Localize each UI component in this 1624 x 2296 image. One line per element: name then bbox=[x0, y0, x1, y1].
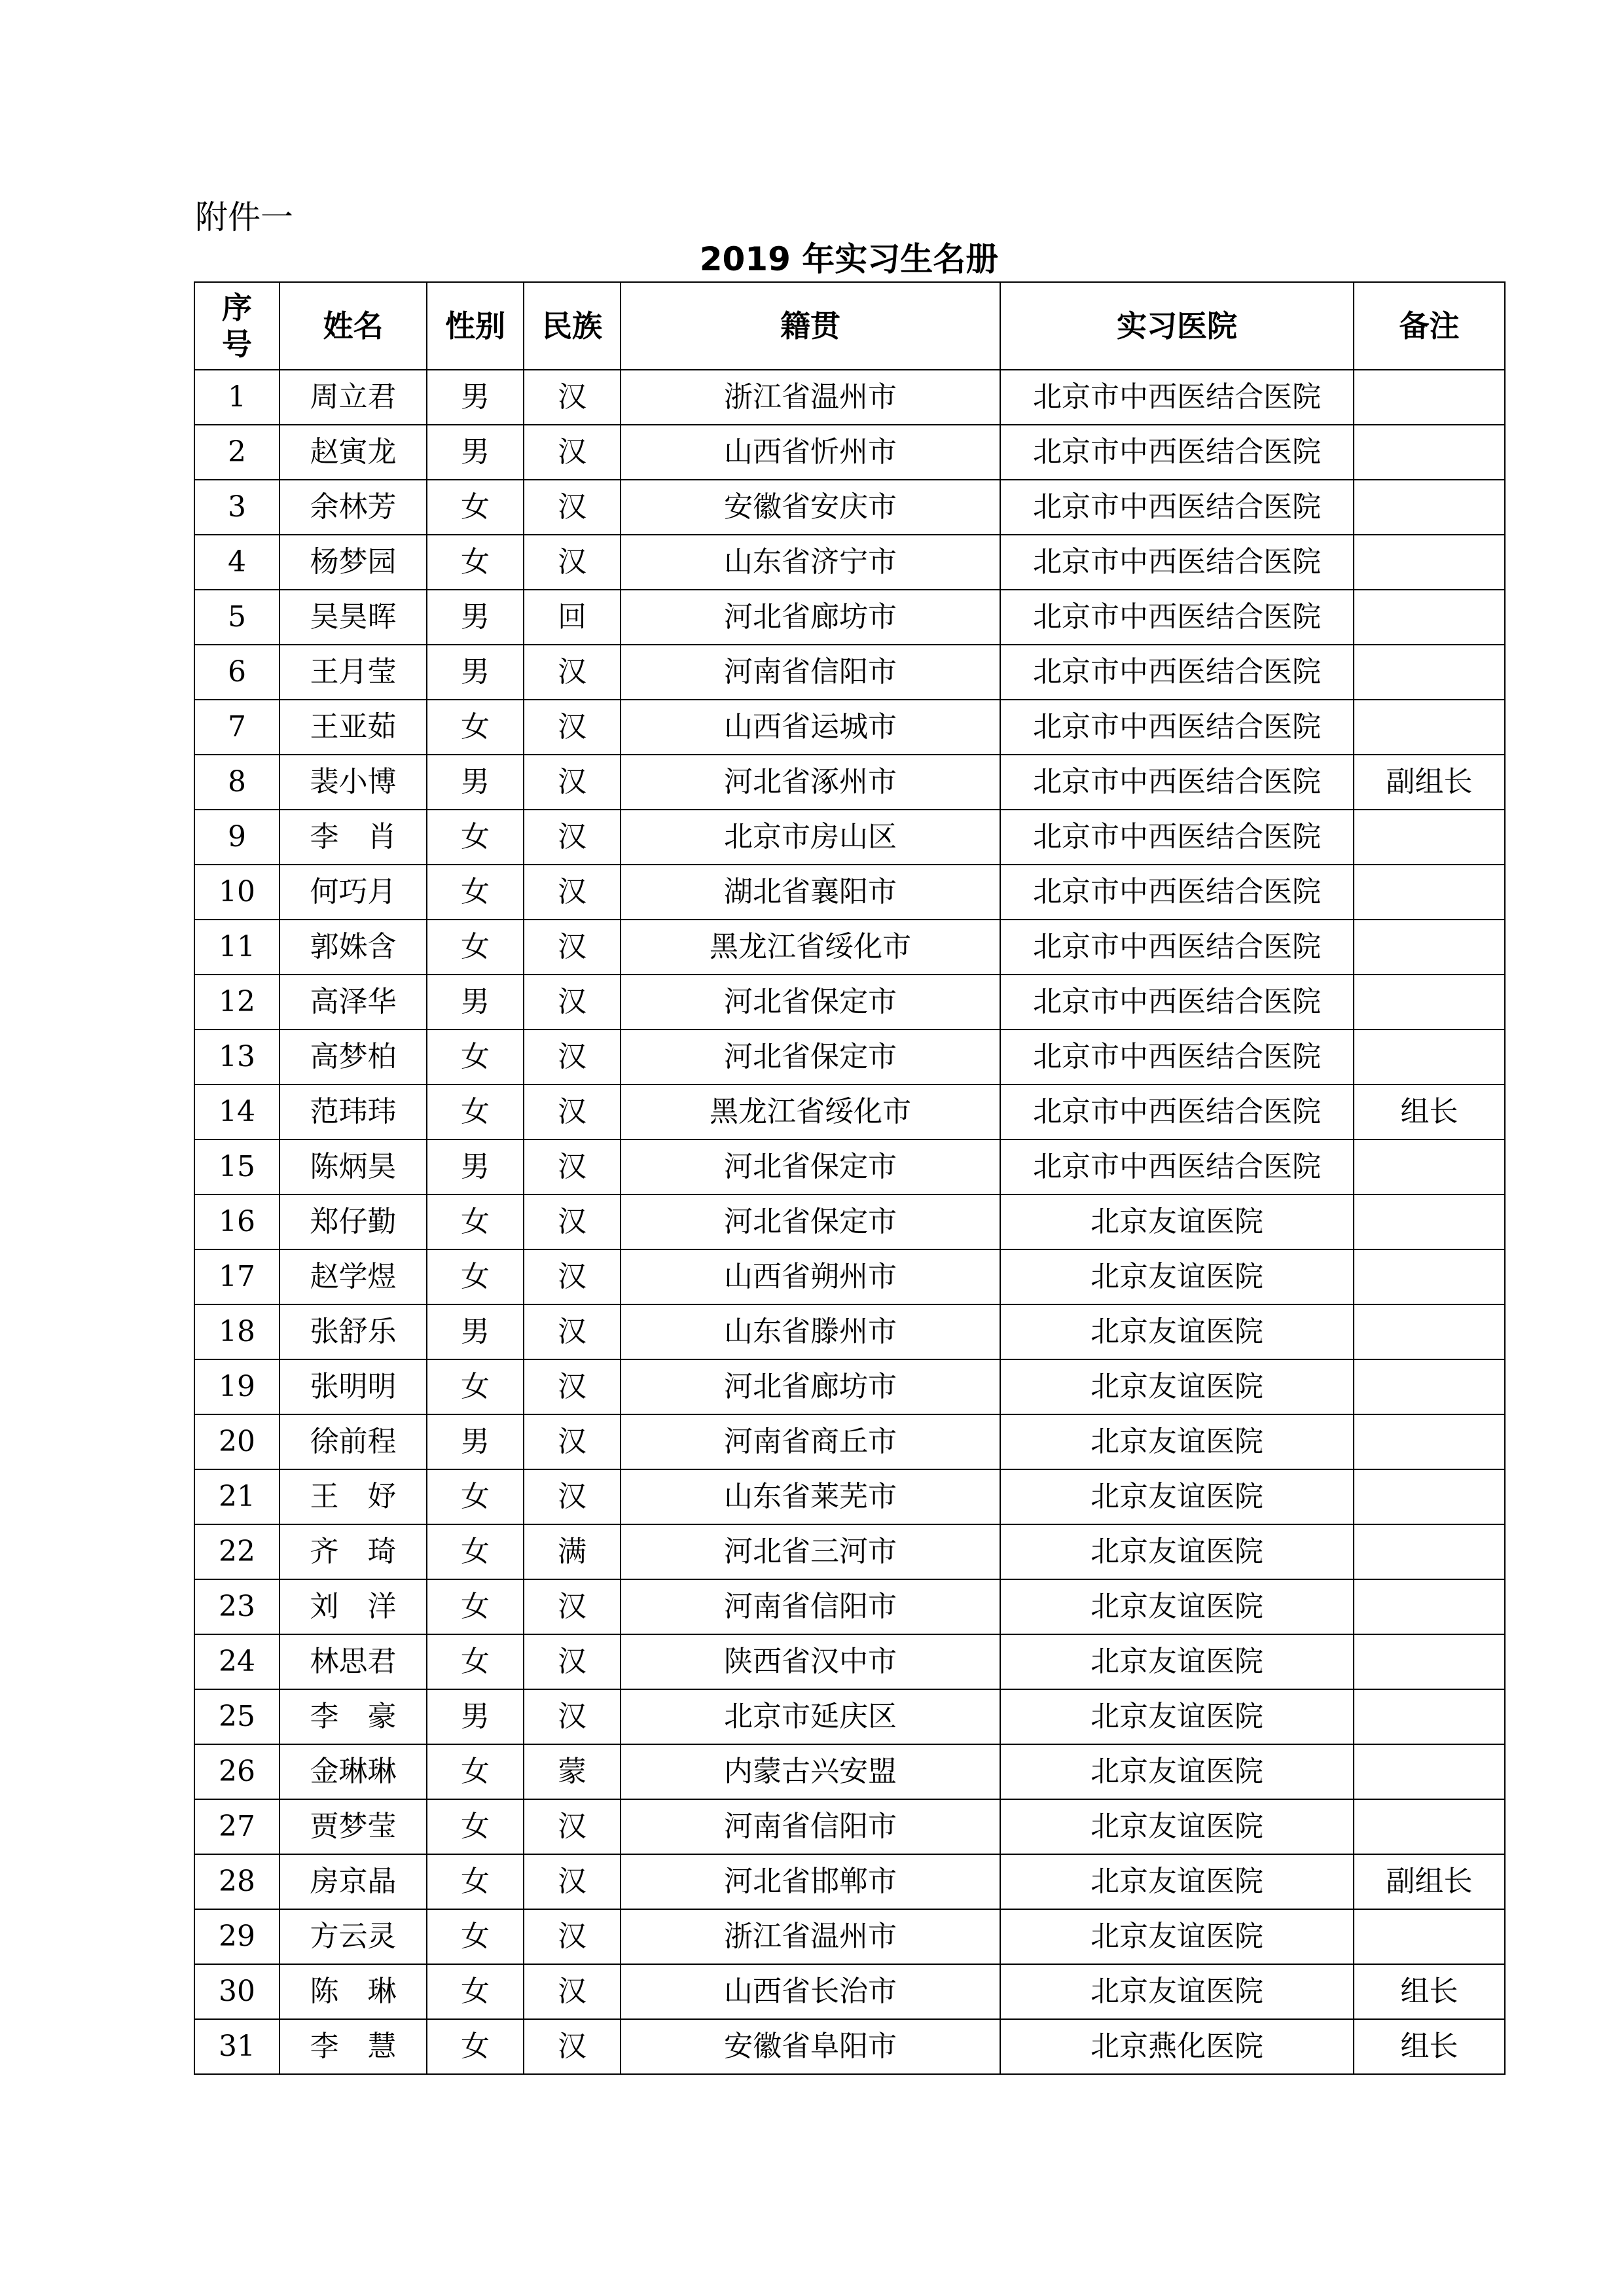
cell-no: 6 bbox=[194, 645, 280, 700]
cell-name: 吴昊晖 bbox=[280, 590, 427, 645]
cell-ethnicity: 汉 bbox=[524, 480, 621, 535]
cell-name: 杨梦园 bbox=[280, 535, 427, 590]
cell-gender: 女 bbox=[427, 810, 524, 865]
cell-hospital: 北京市中西医结合医院 bbox=[1000, 810, 1354, 865]
cell-ethnicity: 汉 bbox=[524, 645, 621, 700]
cell-no: 27 bbox=[194, 1799, 280, 1854]
cell-note bbox=[1354, 1524, 1505, 1579]
cell-name: 李 肖 bbox=[280, 810, 427, 865]
cell-name: 张明明 bbox=[280, 1359, 427, 1414]
cell-hospital: 北京友谊医院 bbox=[1000, 1304, 1354, 1359]
cell-origin: 河北省保定市 bbox=[621, 1139, 1000, 1194]
cell-hospital: 北京友谊医院 bbox=[1000, 1414, 1354, 1469]
table-row bbox=[194, 1414, 1505, 1469]
cell-origin: 河北省涿州市 bbox=[621, 755, 1000, 810]
table-row bbox=[194, 1249, 1505, 1304]
cell-origin: 湖北省襄阳市 bbox=[621, 865, 1000, 920]
cell-origin: 河北省保定市 bbox=[621, 975, 1000, 1030]
cell-hospital: 北京市中西医结合医院 bbox=[1000, 700, 1354, 755]
cell-no: 3 bbox=[194, 480, 280, 535]
header-ethnicity: 民族 bbox=[524, 282, 621, 370]
cell-origin: 山东省济宁市 bbox=[621, 535, 1000, 590]
cell-note bbox=[1354, 1579, 1505, 1634]
cell-name: 范玮玮 bbox=[280, 1085, 427, 1139]
cell-gender: 男 bbox=[427, 425, 524, 480]
cell-hospital: 北京市中西医结合医院 bbox=[1000, 1085, 1354, 1139]
cell-name: 陈 琳 bbox=[280, 1964, 427, 2019]
cell-origin: 河南省信阳市 bbox=[621, 645, 1000, 700]
table-row bbox=[194, 1909, 1505, 1964]
table-row bbox=[194, 1359, 1505, 1414]
cell-origin: 安徽省安庆市 bbox=[621, 480, 1000, 535]
table-row bbox=[194, 1854, 1505, 1909]
cell-origin: 安徽省阜阳市 bbox=[621, 2019, 1000, 2074]
table-row bbox=[194, 755, 1505, 810]
cell-gender: 女 bbox=[427, 920, 524, 975]
header-origin: 籍贯 bbox=[621, 282, 1000, 370]
cell-hospital: 北京市中西医结合医院 bbox=[1000, 920, 1354, 975]
cell-name: 李 慧 bbox=[280, 2019, 427, 2074]
cell-note bbox=[1354, 810, 1505, 865]
cell-note: 组长 bbox=[1354, 1085, 1505, 1139]
cell-origin: 河北省邯郸市 bbox=[621, 1854, 1000, 1909]
header-name: 姓名 bbox=[280, 282, 427, 370]
cell-no: 15 bbox=[194, 1139, 280, 1194]
cell-gender: 女 bbox=[427, 1579, 524, 1634]
cell-ethnicity: 汉 bbox=[524, 2019, 621, 2074]
cell-gender: 女 bbox=[427, 1909, 524, 1964]
cell-hospital: 北京市中西医结合医院 bbox=[1000, 1030, 1354, 1085]
table-row bbox=[194, 1139, 1505, 1194]
cell-ethnicity: 汉 bbox=[524, 920, 621, 975]
cell-note bbox=[1354, 1139, 1505, 1194]
cell-origin: 陕西省汉中市 bbox=[621, 1634, 1000, 1689]
cell-gender: 男 bbox=[427, 590, 524, 645]
cell-note bbox=[1354, 1909, 1505, 1964]
cell-name: 赵学煜 bbox=[280, 1249, 427, 1304]
cell-origin: 山东省滕州市 bbox=[621, 1304, 1000, 1359]
cell-hospital: 北京友谊医院 bbox=[1000, 1579, 1354, 1634]
cell-no: 8 bbox=[194, 755, 280, 810]
cell-origin: 河北省廊坊市 bbox=[621, 590, 1000, 645]
table-row bbox=[194, 1085, 1505, 1139]
table-body bbox=[194, 370, 1505, 2074]
cell-name: 张舒乐 bbox=[280, 1304, 427, 1359]
cell-origin: 河南省信阳市 bbox=[621, 1579, 1000, 1634]
cell-hospital: 北京友谊医院 bbox=[1000, 1194, 1354, 1249]
table-header-row bbox=[194, 282, 1505, 370]
cell-name: 裴小博 bbox=[280, 755, 427, 810]
cell-ethnicity: 汉 bbox=[524, 1964, 621, 2019]
cell-gender: 男 bbox=[427, 755, 524, 810]
cell-no: 29 bbox=[194, 1909, 280, 1964]
cell-no: 12 bbox=[194, 975, 280, 1030]
table-row bbox=[194, 1469, 1505, 1524]
cell-no: 2 bbox=[194, 425, 280, 480]
cell-origin: 内蒙古兴安盟 bbox=[621, 1744, 1000, 1799]
table-row bbox=[194, 645, 1505, 700]
cell-origin: 山西省运城市 bbox=[621, 700, 1000, 755]
cell-gender: 女 bbox=[427, 480, 524, 535]
cell-origin: 山西省长治市 bbox=[621, 1964, 1000, 2019]
cell-origin: 山西省朔州市 bbox=[621, 1249, 1000, 1304]
cell-origin: 北京市延庆区 bbox=[621, 1689, 1000, 1744]
header-hospital: 实习医院 bbox=[1000, 282, 1354, 370]
cell-name: 林思君 bbox=[280, 1634, 427, 1689]
cell-gender: 男 bbox=[427, 1689, 524, 1744]
cell-note bbox=[1354, 975, 1505, 1030]
cell-ethnicity: 汉 bbox=[524, 975, 621, 1030]
cell-no: 17 bbox=[194, 1249, 280, 1304]
cell-no: 22 bbox=[194, 1524, 280, 1579]
cell-ethnicity: 汉 bbox=[524, 1030, 621, 1085]
cell-hospital: 北京市中西医结合医院 bbox=[1000, 645, 1354, 700]
cell-gender: 女 bbox=[427, 2019, 524, 2074]
cell-hospital: 北京友谊医院 bbox=[1000, 1359, 1354, 1414]
cell-no: 28 bbox=[194, 1854, 280, 1909]
cell-hospital: 北京友谊医院 bbox=[1000, 1744, 1354, 1799]
cell-name: 金琳琳 bbox=[280, 1744, 427, 1799]
cell-note bbox=[1354, 1304, 1505, 1359]
cell-no: 19 bbox=[194, 1359, 280, 1414]
table-row bbox=[194, 810, 1505, 865]
cell-name: 王亚茹 bbox=[280, 700, 427, 755]
cell-gender: 男 bbox=[427, 370, 524, 425]
cell-name: 刘 洋 bbox=[280, 1579, 427, 1634]
cell-ethnicity: 汉 bbox=[524, 1249, 621, 1304]
cell-ethnicity: 汉 bbox=[524, 1854, 621, 1909]
cell-ethnicity: 汉 bbox=[524, 1359, 621, 1414]
page-title: 2019 年实习生名册 bbox=[699, 240, 999, 278]
cell-name: 高梦柏 bbox=[280, 1030, 427, 1085]
cell-no: 11 bbox=[194, 920, 280, 975]
cell-no: 25 bbox=[194, 1689, 280, 1744]
table-row bbox=[194, 1304, 1505, 1359]
header-gender: 性别 bbox=[427, 282, 524, 370]
cell-ethnicity: 汉 bbox=[524, 1194, 621, 1249]
cell-ethnicity: 汉 bbox=[524, 1414, 621, 1469]
cell-gender: 女 bbox=[427, 1634, 524, 1689]
cell-name: 何巧月 bbox=[280, 865, 427, 920]
cell-no: 30 bbox=[194, 1964, 280, 2019]
cell-name: 方云灵 bbox=[280, 1909, 427, 1964]
cell-note bbox=[1354, 865, 1505, 920]
cell-note bbox=[1354, 1249, 1505, 1304]
cell-gender: 女 bbox=[427, 1030, 524, 1085]
cell-no: 24 bbox=[194, 1634, 280, 1689]
cell-note bbox=[1354, 1469, 1505, 1524]
header-note: 备注 bbox=[1354, 282, 1505, 370]
cell-note bbox=[1354, 1744, 1505, 1799]
cell-no: 7 bbox=[194, 700, 280, 755]
header-no: 序 号 bbox=[194, 282, 280, 370]
cell-no: 13 bbox=[194, 1030, 280, 1085]
cell-no: 18 bbox=[194, 1304, 280, 1359]
cell-hospital: 北京市中西医结合医院 bbox=[1000, 370, 1354, 425]
cell-gender: 男 bbox=[427, 1414, 524, 1469]
cell-no: 9 bbox=[194, 810, 280, 865]
cell-ethnicity: 汉 bbox=[524, 1085, 621, 1139]
table-row bbox=[194, 1579, 1505, 1634]
cell-no: 10 bbox=[194, 865, 280, 920]
cell-ethnicity: 汉 bbox=[524, 1469, 621, 1524]
cell-note bbox=[1354, 370, 1505, 425]
cell-note: 组长 bbox=[1354, 2019, 1505, 2074]
cell-note bbox=[1354, 700, 1505, 755]
cell-gender: 女 bbox=[427, 700, 524, 755]
table-row bbox=[194, 865, 1505, 920]
cell-note bbox=[1354, 645, 1505, 700]
cell-gender: 女 bbox=[427, 1744, 524, 1799]
cell-gender: 男 bbox=[427, 645, 524, 700]
cell-name: 贾梦莹 bbox=[280, 1799, 427, 1854]
cell-ethnicity: 汉 bbox=[524, 1579, 621, 1634]
cell-ethnicity: 汉 bbox=[524, 1634, 621, 1689]
table-row bbox=[194, 1964, 1505, 2019]
cell-name: 郑仔勤 bbox=[280, 1194, 427, 1249]
table-row bbox=[194, 370, 1505, 425]
table-row bbox=[194, 480, 1505, 535]
cell-hospital: 北京市中西医结合医院 bbox=[1000, 865, 1354, 920]
cell-hospital: 北京友谊医院 bbox=[1000, 1469, 1354, 1524]
cell-gender: 女 bbox=[427, 1085, 524, 1139]
cell-hospital: 北京友谊医院 bbox=[1000, 1249, 1354, 1304]
cell-name: 周立君 bbox=[280, 370, 427, 425]
cell-ethnicity: 汉 bbox=[524, 425, 621, 480]
cell-gender: 男 bbox=[427, 975, 524, 1030]
cell-hospital: 北京市中西医结合医院 bbox=[1000, 975, 1354, 1030]
cell-note bbox=[1354, 1634, 1505, 1689]
cell-gender: 女 bbox=[427, 1799, 524, 1854]
cell-ethnicity: 满 bbox=[524, 1524, 621, 1579]
cell-origin: 黑龙江省绥化市 bbox=[621, 920, 1000, 975]
cell-hospital: 北京友谊医院 bbox=[1000, 1799, 1354, 1854]
cell-origin: 浙江省温州市 bbox=[621, 370, 1000, 425]
table-row bbox=[194, 975, 1505, 1030]
cell-hospital: 北京友谊医院 bbox=[1000, 1689, 1354, 1744]
cell-name: 李 豪 bbox=[280, 1689, 427, 1744]
cell-origin: 山西省忻州市 bbox=[621, 425, 1000, 480]
cell-origin: 北京市房山区 bbox=[621, 810, 1000, 865]
cell-gender: 女 bbox=[427, 865, 524, 920]
cell-note bbox=[1354, 1030, 1505, 1085]
table-row bbox=[194, 2019, 1505, 2074]
cell-no: 5 bbox=[194, 590, 280, 645]
table-row bbox=[194, 1744, 1505, 1799]
cell-gender: 女 bbox=[427, 1854, 524, 1909]
cell-origin: 河北省廊坊市 bbox=[621, 1359, 1000, 1414]
table-row bbox=[194, 1689, 1505, 1744]
cell-ethnicity: 汉 bbox=[524, 535, 621, 590]
cell-note bbox=[1354, 425, 1505, 480]
cell-note bbox=[1354, 1194, 1505, 1249]
cell-origin: 河南省商丘市 bbox=[621, 1414, 1000, 1469]
table-row bbox=[194, 535, 1505, 590]
cell-no: 1 bbox=[194, 370, 280, 425]
cell-origin: 河北省三河市 bbox=[621, 1524, 1000, 1579]
cell-note bbox=[1354, 1689, 1505, 1744]
cell-name: 高泽华 bbox=[280, 975, 427, 1030]
cell-name: 余林芳 bbox=[280, 480, 427, 535]
cell-note: 副组长 bbox=[1354, 755, 1505, 810]
cell-name: 陈炳昊 bbox=[280, 1139, 427, 1194]
cell-ethnicity: 汉 bbox=[524, 1139, 621, 1194]
cell-hospital: 北京燕化医院 bbox=[1000, 2019, 1354, 2074]
attachment-label: 附件一 bbox=[195, 198, 293, 236]
cell-ethnicity: 汉 bbox=[524, 1799, 621, 1854]
table-row bbox=[194, 1030, 1505, 1085]
cell-ethnicity: 汉 bbox=[524, 810, 621, 865]
cell-note bbox=[1354, 1414, 1505, 1469]
cell-hospital: 北京市中西医结合医院 bbox=[1000, 480, 1354, 535]
cell-name: 齐 琦 bbox=[280, 1524, 427, 1579]
cell-note bbox=[1354, 1359, 1505, 1414]
cell-ethnicity: 汉 bbox=[524, 1689, 621, 1744]
cell-name: 房京晶 bbox=[280, 1854, 427, 1909]
table-row bbox=[194, 920, 1505, 975]
table-row bbox=[194, 590, 1505, 645]
cell-hospital: 北京友谊医院 bbox=[1000, 1964, 1354, 2019]
cell-ethnicity: 回 bbox=[524, 590, 621, 645]
table-row bbox=[194, 425, 1505, 480]
cell-hospital: 北京友谊医院 bbox=[1000, 1854, 1354, 1909]
cell-origin: 河北省保定市 bbox=[621, 1194, 1000, 1249]
cell-no: 21 bbox=[194, 1469, 280, 1524]
cell-gender: 女 bbox=[427, 1964, 524, 2019]
cell-name: 郭姝含 bbox=[280, 920, 427, 975]
cell-hospital: 北京友谊医院 bbox=[1000, 1909, 1354, 1964]
cell-note bbox=[1354, 535, 1505, 590]
cell-no: 26 bbox=[194, 1744, 280, 1799]
cell-gender: 女 bbox=[427, 1524, 524, 1579]
cell-name: 王月莹 bbox=[280, 645, 427, 700]
cell-origin: 河北省保定市 bbox=[621, 1030, 1000, 1085]
cell-gender: 男 bbox=[427, 1139, 524, 1194]
cell-name: 徐前程 bbox=[280, 1414, 427, 1469]
cell-hospital: 北京友谊医院 bbox=[1000, 1634, 1354, 1689]
table-row bbox=[194, 1634, 1505, 1689]
cell-gender: 女 bbox=[427, 1469, 524, 1524]
cell-no: 23 bbox=[194, 1579, 280, 1634]
intern-roster-table bbox=[194, 281, 1506, 2075]
cell-ethnicity: 汉 bbox=[524, 370, 621, 425]
cell-origin: 山东省莱芜市 bbox=[621, 1469, 1000, 1524]
cell-no: 14 bbox=[194, 1085, 280, 1139]
cell-name: 王 妤 bbox=[280, 1469, 427, 1524]
cell-note bbox=[1354, 1799, 1505, 1854]
cell-no: 4 bbox=[194, 535, 280, 590]
cell-hospital: 北京市中西医结合医院 bbox=[1000, 755, 1354, 810]
cell-origin: 黑龙江省绥化市 bbox=[621, 1085, 1000, 1139]
cell-hospital: 北京市中西医结合医院 bbox=[1000, 1139, 1354, 1194]
table-row bbox=[194, 700, 1505, 755]
table-row bbox=[194, 1194, 1505, 1249]
cell-note: 副组长 bbox=[1354, 1854, 1505, 1909]
cell-gender: 女 bbox=[427, 1249, 524, 1304]
cell-no: 20 bbox=[194, 1414, 280, 1469]
cell-note bbox=[1354, 920, 1505, 975]
cell-origin: 河南省信阳市 bbox=[621, 1799, 1000, 1854]
cell-ethnicity: 蒙 bbox=[524, 1744, 621, 1799]
cell-hospital: 北京友谊医院 bbox=[1000, 1524, 1354, 1579]
table-row bbox=[194, 1524, 1505, 1579]
table-row bbox=[194, 1799, 1505, 1854]
cell-origin: 浙江省温州市 bbox=[621, 1909, 1000, 1964]
cell-name: 赵寅龙 bbox=[280, 425, 427, 480]
cell-ethnicity: 汉 bbox=[524, 865, 621, 920]
cell-hospital: 北京市中西医结合医院 bbox=[1000, 535, 1354, 590]
cell-gender: 女 bbox=[427, 1194, 524, 1249]
cell-gender: 女 bbox=[427, 1359, 524, 1414]
cell-ethnicity: 汉 bbox=[524, 755, 621, 810]
cell-gender: 男 bbox=[427, 1304, 524, 1359]
cell-note: 组长 bbox=[1354, 1964, 1505, 2019]
cell-note bbox=[1354, 480, 1505, 535]
cell-ethnicity: 汉 bbox=[524, 1909, 621, 1964]
cell-gender: 女 bbox=[427, 535, 524, 590]
cell-note bbox=[1354, 590, 1505, 645]
cell-hospital: 北京市中西医结合医院 bbox=[1000, 590, 1354, 645]
cell-ethnicity: 汉 bbox=[524, 1304, 621, 1359]
cell-hospital: 北京市中西医结合医院 bbox=[1000, 425, 1354, 480]
cell-no: 31 bbox=[194, 2019, 280, 2074]
cell-no: 16 bbox=[194, 1194, 280, 1249]
cell-ethnicity: 汉 bbox=[524, 700, 621, 755]
